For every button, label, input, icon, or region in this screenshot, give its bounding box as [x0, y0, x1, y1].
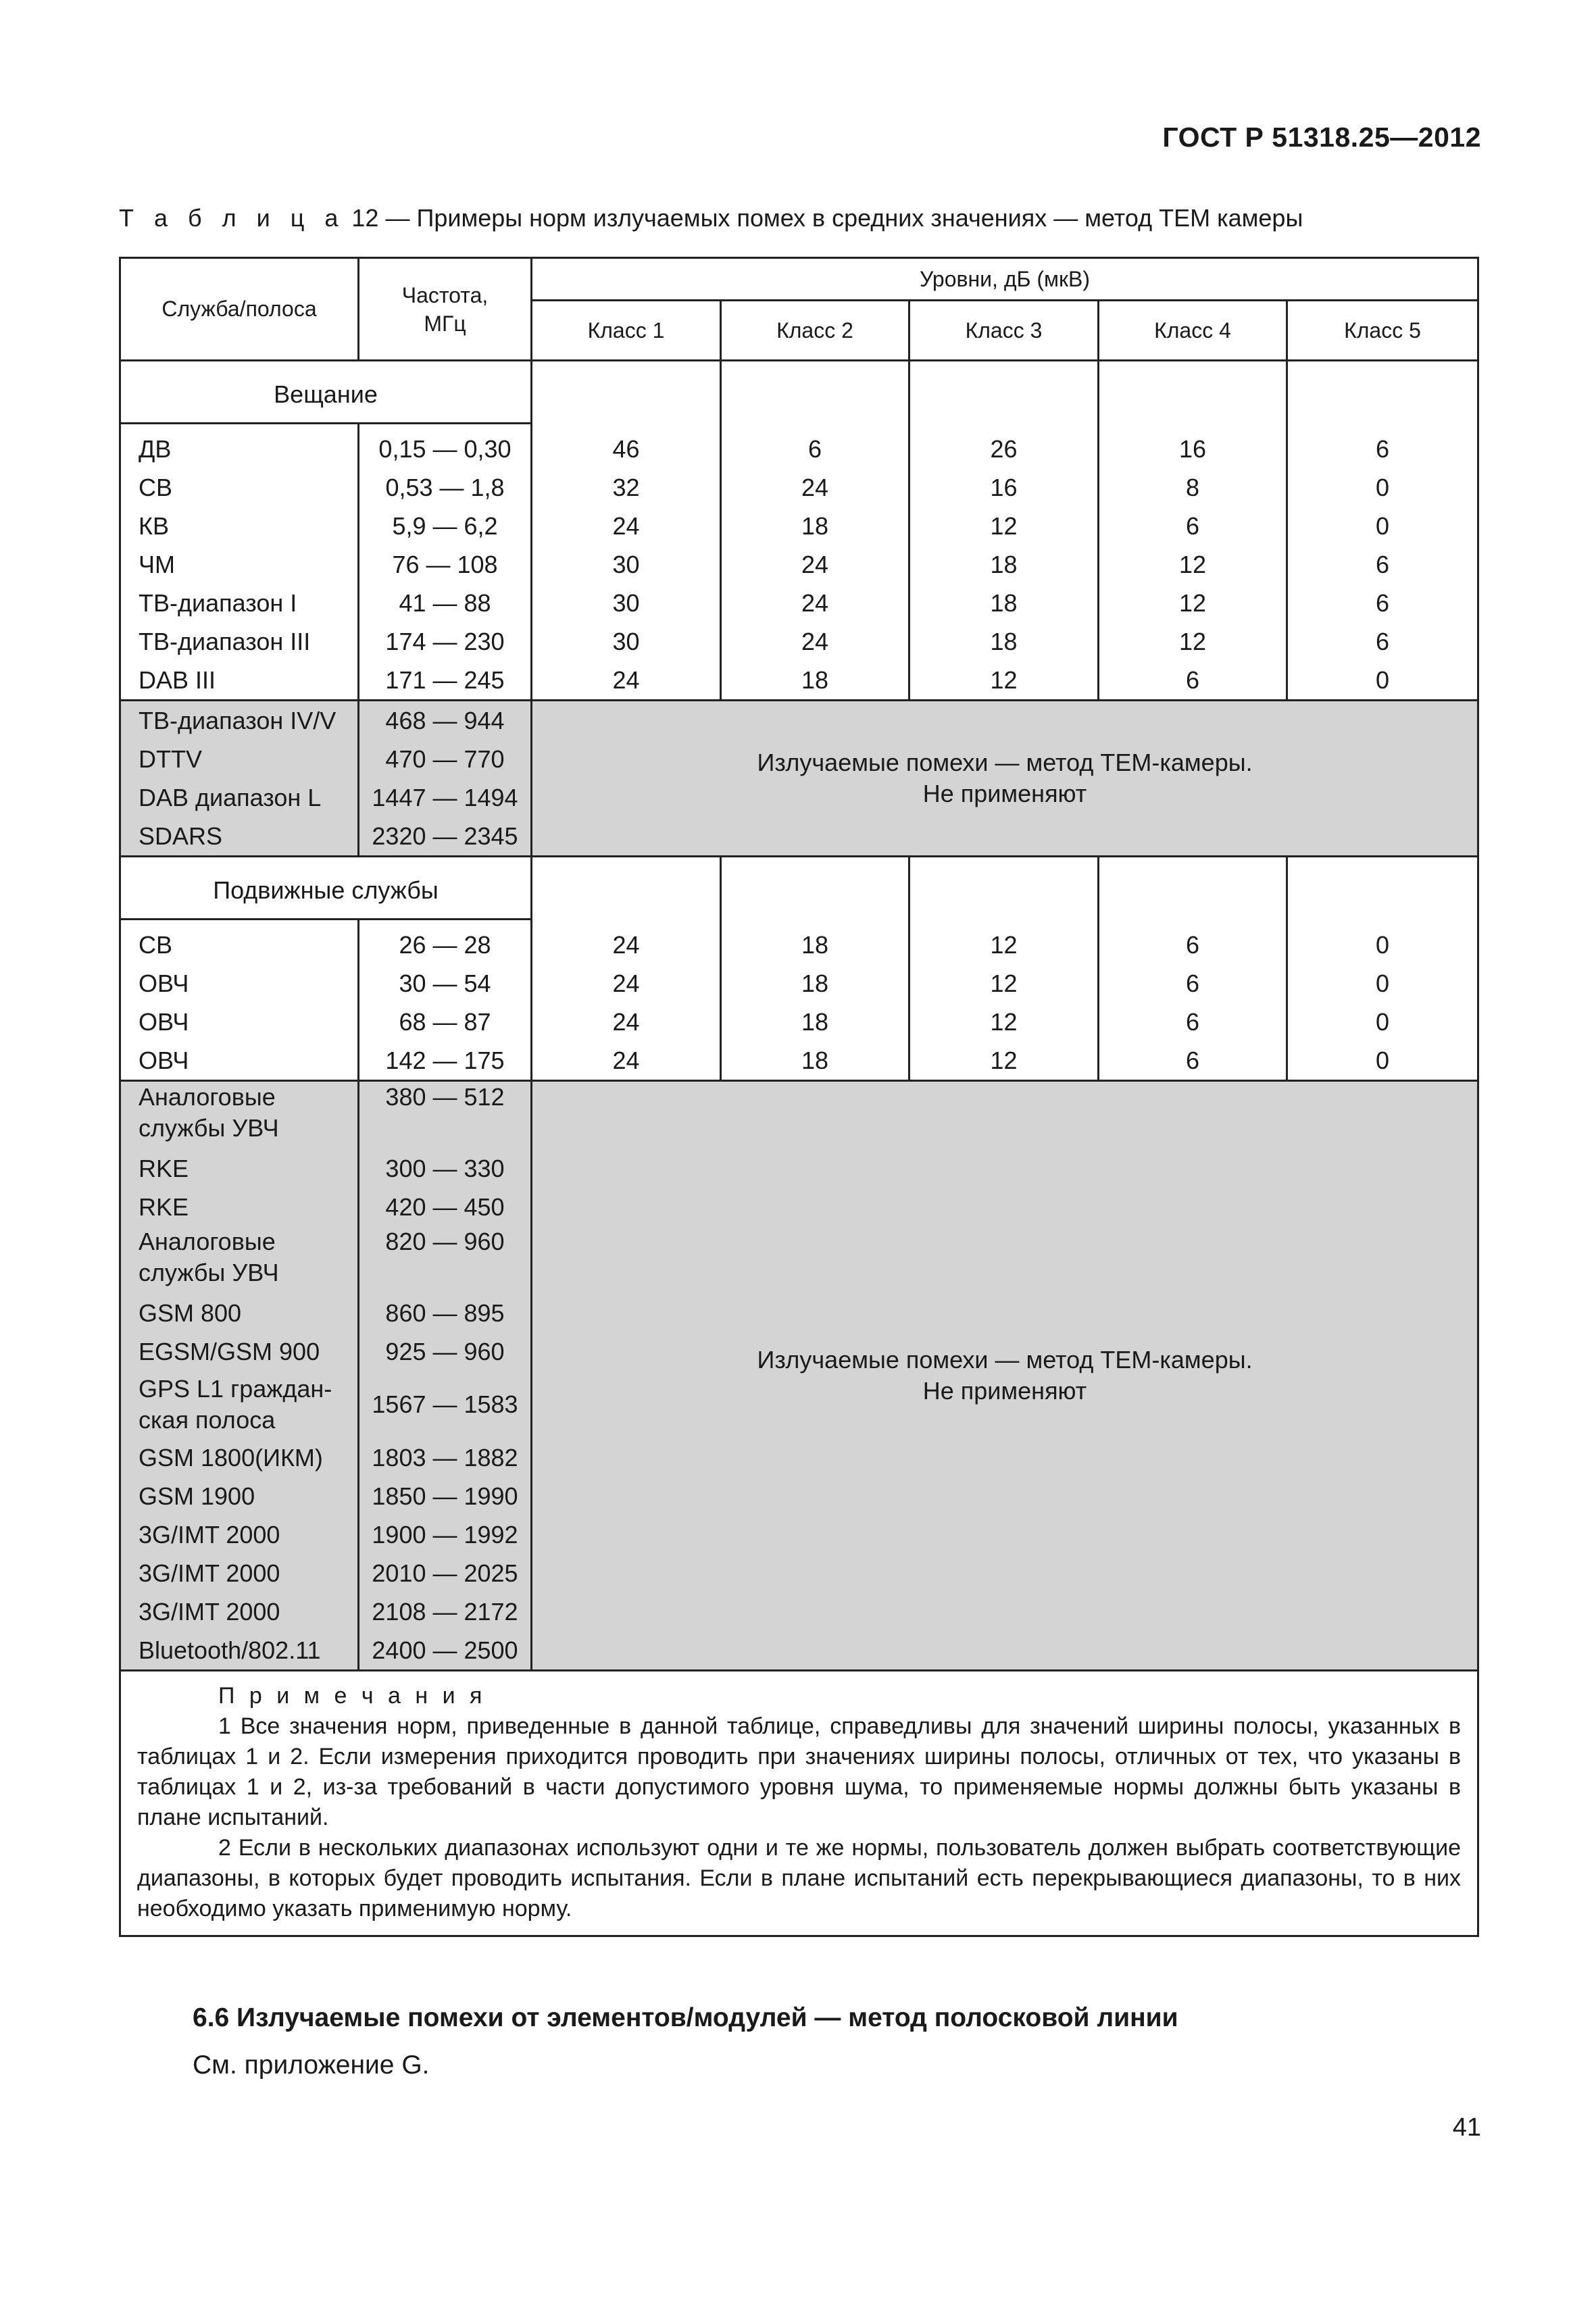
service-cell: RKE	[120, 1149, 359, 1188]
value-cell: 30	[532, 584, 721, 622]
value-cell: 12	[909, 1041, 1099, 1081]
value-cell: 18	[909, 545, 1099, 584]
value-cell: 12	[909, 1003, 1099, 1041]
service-cell: RKE	[120, 1188, 359, 1226]
frequency-cell: 142 — 175	[359, 1041, 532, 1081]
table-row	[120, 964, 1478, 1003]
service-line-1: GPS L1 граждан-	[139, 1375, 332, 1403]
service-cell: СВ	[120, 926, 359, 964]
frequency-cell: 1803 — 1882	[359, 1438, 532, 1477]
not-applicable-line-1: Излучаемые помехи — метод ТЕМ-камеры.	[757, 749, 1253, 776]
value-cell: 0	[1287, 1041, 1478, 1081]
table-row-not-applicable	[120, 1081, 1478, 1150]
emission-limits-table	[119, 257, 1479, 1937]
value-cell: 6	[1099, 1003, 1287, 1041]
value-cell: 6	[721, 430, 909, 468]
value-cell: 18	[721, 926, 909, 964]
frequency-cell: 5,9 — 6,2	[359, 507, 532, 545]
value-cell: 24	[532, 661, 721, 701]
value-cell: 0	[1287, 926, 1478, 964]
value-cell: 12	[1099, 584, 1287, 622]
frequency-cell: 26 — 28	[359, 926, 532, 964]
section-title-broadcast: Вещание	[120, 367, 532, 424]
frequency-cell: 76 — 108	[359, 545, 532, 584]
table-row	[120, 545, 1478, 584]
service-cell: Bluetooth/802.11	[120, 1631, 359, 1671]
value-cell: 26	[909, 430, 1099, 468]
value-cell: 18	[721, 1003, 909, 1041]
frequency-cell: 820 — 960	[359, 1226, 532, 1294]
service-cell: DTTV	[120, 740, 359, 778]
section-row-broadcast	[120, 367, 1478, 424]
not-applicable-note	[532, 1081, 1478, 1671]
table-notes	[120, 1671, 1478, 1936]
service-cell: ДВ	[120, 430, 359, 468]
value-cell: 0	[1287, 1003, 1478, 1041]
value-cell: 18	[909, 622, 1099, 661]
col-header-class-1: Класс 1	[532, 301, 721, 361]
separator-row	[120, 857, 1478, 863]
service-cell: ОВЧ	[120, 1041, 359, 1081]
frequency-cell: 1567 — 1583	[359, 1371, 532, 1438]
col-header-levels: Уровни, дБ (мкВ)	[532, 258, 1478, 301]
table-row	[120, 430, 1478, 468]
value-cell: 24	[532, 1003, 721, 1041]
value-cell: 6	[1287, 545, 1478, 584]
col-header-service: Служба/полоса	[120, 258, 359, 361]
service-line-1: Аналоговые	[139, 1083, 276, 1111]
note-2: 2 Если в нескольких диапазонах используют одни и те же нормы, пользователь должен выбрать соответствующие диапазоны, в которых будет проводить испытания. Если в плане испытаний есть перекрывающиеся диапазоны, то в них необходимо указать применимую норму.	[137, 1835, 1462, 1921]
table-row-not-applicable	[120, 701, 1478, 740]
frequency-cell: 300 — 330	[359, 1149, 532, 1188]
value-cell: 30	[532, 545, 721, 584]
service-cell: ТВ-диапазон IV/V	[120, 701, 359, 740]
separator-row	[120, 361, 1478, 368]
service-cell: ТВ-диапазон I	[120, 584, 359, 622]
value-cell: 0	[1287, 468, 1478, 507]
frequency-cell: 0,53 — 1,8	[359, 468, 532, 507]
value-cell: 12	[909, 661, 1099, 701]
service-line-2: службы УВЧ	[139, 1114, 279, 1142]
header-row	[120, 258, 1478, 301]
value-cell: 8	[1099, 468, 1287, 507]
frequency-cell: 174 — 230	[359, 622, 532, 661]
frequency-cell: 1900 — 1992	[359, 1515, 532, 1554]
value-cell: 24	[721, 545, 909, 584]
table-caption-label: Т а б л и ц а	[119, 204, 345, 232]
value-cell: 16	[909, 468, 1099, 507]
value-cell: 0	[1287, 964, 1478, 1003]
service-cell: GSM 800	[120, 1294, 359, 1332]
value-cell: 12	[1099, 545, 1287, 584]
frequency-cell: 0,15 — 0,30	[359, 430, 532, 468]
service-cell: ТВ-диапазон III	[120, 622, 359, 661]
document-code: ГОСТ Р 51318.25—2012	[1162, 122, 1481, 153]
service-cell: ОВЧ	[120, 1003, 359, 1041]
table-row	[120, 661, 1478, 701]
value-cell: 24	[532, 1041, 721, 1081]
value-cell: 12	[909, 507, 1099, 545]
frequency-cell: 420 — 450	[359, 1188, 532, 1226]
value-cell: 6	[1099, 1041, 1287, 1081]
service-cell: SDARS	[120, 817, 359, 857]
frequency-cell: 41 — 88	[359, 584, 532, 622]
value-cell: 30	[532, 622, 721, 661]
frequency-cell: 468 — 944	[359, 701, 532, 740]
value-cell: 18	[909, 584, 1099, 622]
service-cell	[120, 1371, 359, 1438]
section-heading: 6.6 Излучаемые помехи от элементов/модулей — метод полосковой линии	[193, 2003, 1178, 2032]
service-cell: ОВЧ	[120, 964, 359, 1003]
table-caption	[119, 204, 1303, 232]
value-cell: 18	[721, 1041, 909, 1081]
col-header-class-4: Класс 4	[1099, 301, 1287, 361]
service-cell: 3G/IMT 2000	[120, 1515, 359, 1554]
service-line-1: Аналоговые	[139, 1228, 276, 1255]
value-cell: 46	[532, 430, 721, 468]
not-applicable-line-2: Не применяют	[922, 780, 1087, 807]
table-row	[120, 507, 1478, 545]
service-cell	[120, 1226, 359, 1294]
frequency-cell: 68 — 87	[359, 1003, 532, 1041]
service-line-2: службы УВЧ	[139, 1259, 279, 1286]
col-header-frequency	[359, 258, 532, 361]
frequency-cell: 2108 — 2172	[359, 1592, 532, 1631]
col-header-frequency-text: Частота, МГц	[401, 282, 489, 336]
notes-title: П р и м е ч а н и я	[218, 1683, 487, 1709]
value-cell: 24	[532, 507, 721, 545]
value-cell: 18	[721, 964, 909, 1003]
frequency-cell: 2010 — 2025	[359, 1554, 532, 1592]
value-cell: 16	[1099, 430, 1287, 468]
value-cell: 6	[1287, 584, 1478, 622]
table-caption-text: 12 — Примеры норм излучаемых помех в средних значениях — метод ТЕМ камеры	[345, 204, 1303, 232]
not-applicable-note	[532, 701, 1478, 857]
service-cell	[120, 1081, 359, 1150]
col-header-class-2: Класс 2	[721, 301, 909, 361]
gap-row	[120, 920, 1478, 926]
table-row	[120, 622, 1478, 661]
service-cell: 3G/IMT 2000	[120, 1554, 359, 1592]
value-cell: 6	[1099, 507, 1287, 545]
frequency-cell: 380 — 512	[359, 1081, 532, 1150]
service-cell: СВ	[120, 468, 359, 507]
section-title-mobile: Подвижные службы	[120, 863, 532, 920]
frequency-cell: 470 — 770	[359, 740, 532, 778]
value-cell: 32	[532, 468, 721, 507]
service-cell: GSM 1900	[120, 1477, 359, 1515]
frequency-cell: 925 — 960	[359, 1332, 532, 1371]
value-cell: 24	[721, 584, 909, 622]
value-cell: 12	[909, 926, 1099, 964]
value-cell: 12	[1099, 622, 1287, 661]
value-cell: 6	[1099, 964, 1287, 1003]
col-header-class-3: Класс 3	[909, 301, 1099, 361]
frequency-cell: 171 — 245	[359, 661, 532, 701]
value-cell: 0	[1287, 507, 1478, 545]
value-cell: 12	[909, 964, 1099, 1003]
service-cell: DAB диапазон L	[120, 778, 359, 817]
section-body: См. приложение G.	[193, 2051, 430, 2080]
service-cell: 3G/IMT 2000	[120, 1592, 359, 1631]
frequency-cell: 30 — 54	[359, 964, 532, 1003]
frequency-cell: 2400 — 2500	[359, 1631, 532, 1671]
service-cell: КВ	[120, 507, 359, 545]
table-row	[120, 1041, 1478, 1081]
service-cell: EGSM/GSM 900	[120, 1332, 359, 1371]
service-cell: DAB III	[120, 661, 359, 701]
table-row	[120, 584, 1478, 622]
notes-row	[120, 1671, 1478, 1936]
value-cell: 18	[721, 507, 909, 545]
value-cell: 18	[721, 661, 909, 701]
value-cell: 24	[721, 622, 909, 661]
table-row	[120, 468, 1478, 507]
service-cell: ЧМ	[120, 545, 359, 584]
value-cell: 0	[1287, 661, 1478, 701]
col-header-class-5: Класс 5	[1287, 301, 1478, 361]
table-row	[120, 926, 1478, 964]
service-line-2: ская полоса	[139, 1406, 276, 1434]
note-1: 1 Все значения норм, приведенные в данной таблице, справедливы для значений ширины полосы, указанных в таблицах 1 и 2. Если измерения приходится проводить при значениях ширины полосы, отличных от тех, что указаны в таблицах 1 и 2, из-за требований в части допустимого уровня шума, то применяемые нормы должны быть указаны в плане испытаний.	[137, 1713, 1462, 1830]
value-cell: 24	[532, 964, 721, 1003]
value-cell: 6	[1287, 430, 1478, 468]
frequency-cell: 2320 — 2345	[359, 817, 532, 857]
value-cell: 24	[532, 926, 721, 964]
section-row-mobile	[120, 863, 1478, 920]
gap-row	[120, 424, 1478, 430]
not-applicable-line-2: Не применяют	[922, 1377, 1087, 1405]
page-number: 41	[1452, 2113, 1481, 2142]
frequency-cell: 1850 — 1990	[359, 1477, 532, 1515]
service-cell: GSM 1800(ИКМ)	[120, 1438, 359, 1477]
value-cell: 24	[721, 468, 909, 507]
table-row	[120, 1003, 1478, 1041]
value-cell: 6	[1099, 926, 1287, 964]
not-applicable-line-1: Излучаемые помехи — метод ТЕМ-камеры.	[757, 1346, 1253, 1374]
value-cell: 6	[1099, 661, 1287, 701]
frequency-cell: 1447 — 1494	[359, 778, 532, 817]
frequency-cell: 860 — 895	[359, 1294, 532, 1332]
value-cell: 6	[1287, 622, 1478, 661]
